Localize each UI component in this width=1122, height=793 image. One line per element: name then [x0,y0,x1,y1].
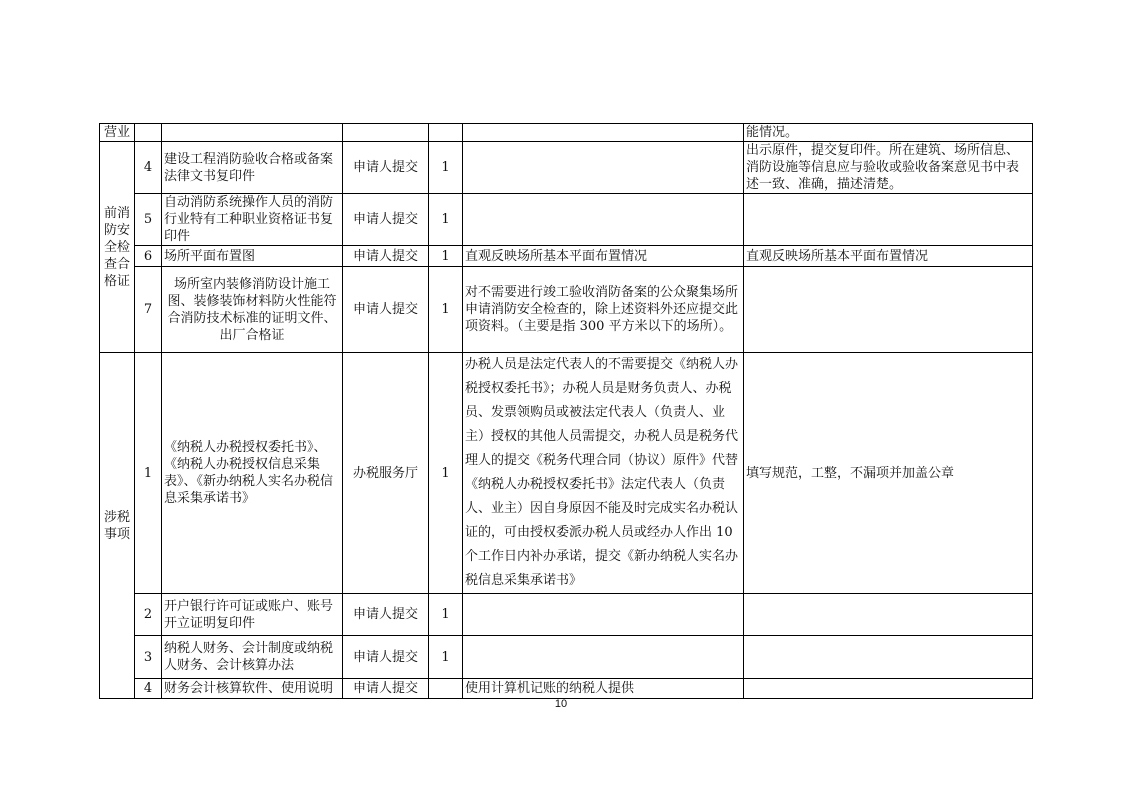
source-cell: 申请人提交 [343,636,429,679]
material-cell: 开户银行许可证或账户、账号开立证明复印件 [162,594,343,636]
source-cell: 申请人提交 [343,246,429,267]
material-cell: 财务会计核算软件、使用说明 [162,679,343,699]
source-cell: 办税服务厅 [343,353,429,594]
table-row [100,142,1033,194]
material-cell [162,124,343,142]
table-row [100,267,1033,353]
category-cell-tax: 涉税事项 [100,353,135,699]
source-cell: 申请人提交 [343,267,429,353]
number-cell: 1 [135,353,162,594]
note-cell: 办税人员是法定代表人的不需要提交《纳税人办税授权委托书》；办税人员是财务负责人、办税员、发票领购员或被法定代表人（负责人、业主）授权的其他人员需提交，办税人员是税务代理人的提交《税务代理合同（协议）原件》代替《纳税人办税授权委托书》法定代表人（负责人、业主）因自身原因不能及时完成实名办税认证的，可由授权委派办税人员或经办人作出 10 个工作日内补办承诺，提交《新办纳税人实名办税信息采集承诺书》 [463,353,744,594]
material-cell: 自动消防系统操作人员的消防行业特有工种职业资格证书复印件 [162,194,343,246]
source-cell: 申请人提交 [343,142,429,194]
table-row [100,353,1033,594]
note-cell [463,636,744,679]
category-cell-fire: 前消防安全检查合格证 [100,142,135,353]
count-cell: 1 [429,353,463,594]
table-row [100,679,1033,699]
source-cell: 申请人提交 [343,594,429,636]
note-cell [463,194,744,246]
requirement-cell: 能情况。 [744,124,1033,142]
table-row [100,636,1033,679]
number-cell: 4 [135,142,162,194]
material-cell: 场所室内装修消防设计施工图、装修装饰材料防火性能符合消防技术标准的证明文件、出厂合格证 [162,267,343,353]
table-row [100,194,1033,246]
note-cell [463,124,744,142]
note-cell: 直观反映场所基本平面布置情况 [463,246,744,267]
requirement-cell: 出示原件，提交复印件。所在建筑、场所信息、消防设施等信息应与验收或验收备案意见书中表述一致、准确，描述清楚。 [744,142,1033,194]
table-row [100,594,1033,636]
note-cell: 对不需要进行竣工验收消防备案的公众聚集场所申请消防安全检查的，除上述资料外还应提交此项资料。（主要是指 300 平方米以下的场所）。 [463,267,744,353]
source-cell: 申请人提交 [343,194,429,246]
note-cell: 使用计算机记账的纳税人提供 [463,679,744,699]
count-cell: 1 [429,194,463,246]
requirement-cell [744,594,1033,636]
count-cell: 1 [429,267,463,353]
material-cell: 场所平面布置图 [162,246,343,267]
number-cell: 5 [135,194,162,246]
requirement-cell [744,636,1033,679]
source-cell [343,124,429,142]
number-cell: 3 [135,636,162,679]
requirements-table [99,123,1033,699]
count-cell: 1 [429,594,463,636]
table-row [100,124,1033,142]
material-cell: 建设工程消防验收合格或备案法律文书复印件 [162,142,343,194]
source-cell: 申请人提交 [343,679,429,699]
page-number: 10 [554,698,568,710]
count-cell: 1 [429,246,463,267]
material-cell: 《纳税人办税授权委托书》、《纳税人办税授权信息采集表》、《新办纳税人实名办税信息采集承诺书》 [162,353,343,594]
number-cell: 2 [135,594,162,636]
requirement-cell [744,194,1033,246]
note-cell [463,594,744,636]
requirement-cell [744,267,1033,353]
count-cell: 1 [429,142,463,194]
category-cell-fire-top: 营业 [100,124,135,142]
count-cell [429,124,463,142]
number-cell: 6 [135,246,162,267]
number-cell [135,124,162,142]
note-cell [463,142,744,194]
count-cell [429,679,463,699]
requirement-cell: 直观反映场所基本平面布置情况 [744,246,1033,267]
count-cell: 1 [429,636,463,679]
material-cell: 纳税人财务、会计制度或纳税人财务、会计核算办法 [162,636,343,679]
table-row [100,246,1033,267]
number-cell: 4 [135,679,162,699]
requirement-cell: 填写规范，工整，不漏项并加盖公章 [744,353,1033,594]
requirement-cell [744,679,1033,699]
number-cell: 7 [135,267,162,353]
